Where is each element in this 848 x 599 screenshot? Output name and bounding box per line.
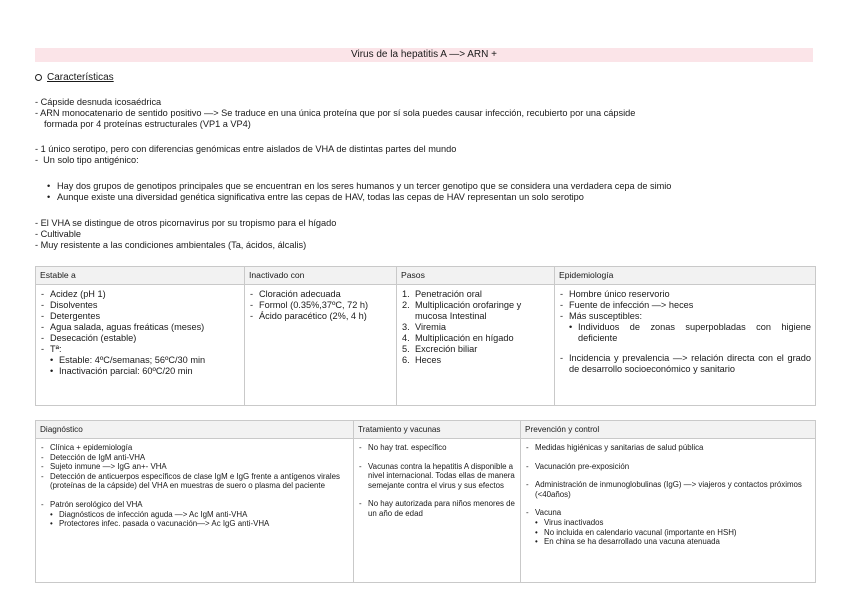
diagnosis-item: - Clínica + epidemiología xyxy=(41,443,349,453)
treatment-item: - No hay trat. específico xyxy=(359,443,516,453)
prevention-cell xyxy=(521,439,816,583)
misc-line: - Cultivable xyxy=(35,229,81,239)
header-prevention: Prevención y control xyxy=(521,421,816,439)
diagnosis-table xyxy=(35,420,816,583)
inactivated-item: - Cloración adecuada xyxy=(250,289,392,300)
serotype-block xyxy=(35,144,815,166)
epi-item: - Hombre único reservorio xyxy=(560,289,811,300)
section-heading-text: Características xyxy=(47,72,114,83)
inactivated-item: - Ácido paracético (2%, 4 h) xyxy=(250,311,392,322)
treatment-item: - Vacunas contra la hepatitis A disponible a nivel internacional. Todas ellas de manera semejante contra el virus y sus efectos xyxy=(359,462,516,491)
stable-item: - Agua salada, aguas freáticas (meses) xyxy=(41,322,240,333)
prevention-item: - Administración de inmunoglobulinas (IgG) —> viajeros y contactos próximos (<40años) xyxy=(526,480,811,499)
stable-subitem: • Inactivación parcial: 60ºC/20 min xyxy=(41,366,240,377)
epi-item: - Fuente de infección —> heces xyxy=(560,300,811,311)
header-diagnosis: Diagnóstico xyxy=(36,421,354,439)
treatment-cell xyxy=(354,439,521,583)
stable-item: - Disolventes xyxy=(41,300,240,311)
misc-line: - El VHA se distingue de otros picornavirus por su tropismo para el hígado xyxy=(35,218,337,228)
header-epidemiology: Epidemiología xyxy=(555,267,816,285)
serotype-line: - 1 único serotipo, pero con diferencias genómicas entre aislados de VHA de distintas partes del mundo xyxy=(35,144,457,154)
antigen-bullet: • Aunque existe una diversidad genética significativa entre las cepas de HAV, todas las cepas de HAV representan un solo serotipo xyxy=(47,192,817,203)
intro-line: formada por 4 proteínas estructurales (VP1 a VP4) xyxy=(44,119,251,129)
step-item: 1. Penetración oral xyxy=(402,289,482,299)
page-title: Virus de la hepatitis A —> ARN + xyxy=(35,48,813,62)
header-steps: Pasos xyxy=(397,267,555,285)
antigen-bullets xyxy=(47,181,817,203)
section-heading xyxy=(35,72,114,83)
intro-line: - Cápside desnuda icosaédrica xyxy=(35,97,162,107)
stable-item: - Acidez (pH 1) xyxy=(41,289,240,300)
prevention-subitem: • En china se ha desarrollado una vacuna atenuada xyxy=(526,537,811,547)
stable-subitem: • Estable: 4ºC/semanas; 56ºC/30 min xyxy=(41,355,240,366)
prevention-item: - Vacunación pre-exposición xyxy=(526,462,811,472)
antigen-bullet: • Hay dos grupos de genotipos principales que se encuentran en los seres humanos y un tercer genotipo que se considera una verdadera cepa de simio xyxy=(47,181,817,192)
circle-bullet-icon xyxy=(35,74,42,81)
prevention-item: - Vacuna xyxy=(526,508,811,518)
misc-line: - Muy resistente a las condiciones ambientales (Ta, ácidos, álcalis) xyxy=(35,240,307,250)
step-item: 5. Excreción biliar xyxy=(402,344,478,354)
diagnosis-subitem: • Diagnósticos de infección aguda —> Ac IgM anti-VHA xyxy=(41,510,349,520)
stable-item: - Detergentes xyxy=(41,311,240,322)
diagnosis-subitem: • Protectores infec. pasada o vacunación—> Ac IgG anti-VHA xyxy=(41,519,349,529)
diagnosis-cell xyxy=(36,439,354,583)
epi-subitem: • Individuos de zonas superpobladas con higiene deficiente xyxy=(560,322,811,344)
inactivated-cell xyxy=(245,285,397,406)
prevention-subitem: • Virus inactivados xyxy=(526,518,811,528)
prevention-item: - Medidas higiénicas y sanitarias de salud pública xyxy=(526,443,811,453)
epidemiology-cell xyxy=(555,285,816,406)
intro-block xyxy=(35,97,815,130)
treatment-item: - No hay autorizada para niños menores de un año de edad xyxy=(359,499,516,518)
properties-table xyxy=(35,266,816,406)
diagnosis-item: - Detección de anticuerpos específicos de clase IgM e IgG frente a antígenos virales (proteínas de la cápside) del VHA en muestras de suero o plasma del paciente xyxy=(41,472,349,491)
diagnosis-item: - Sujeto inmune —> IgG an+- VHA xyxy=(41,462,349,472)
diagnosis-item: - Detección de IgM anti-VHA xyxy=(41,453,349,463)
intro-line: - ARN monocatenario de sentido positivo —> Se traduce en una única proteína que por sí sola puedes causar infección, recubierto por una cápside xyxy=(35,108,636,118)
epi-item: - Más susceptibles: xyxy=(560,311,811,322)
prevention-subitem: • No incluida en calendario vacunal (importante en HSH) xyxy=(526,528,811,538)
stable-item: - Tª: xyxy=(41,344,240,355)
step-item: 3. Viremia xyxy=(402,322,446,332)
stable-item: - Desecación (estable) xyxy=(41,333,240,344)
step-item: 6. Heces xyxy=(402,355,442,365)
header-treatment: Tratamiento y vacunas xyxy=(354,421,521,439)
serotype-line: - Un solo tipo antigénico: xyxy=(35,155,139,165)
step-item: 2. Multiplicación orofaringe y xyxy=(402,300,522,310)
misc-block xyxy=(35,218,815,251)
epi-item: - Incidencia y prevalencia —> relación directa con el grado de desarrollo socioeconómico y sanitario xyxy=(560,353,811,375)
step-item: 4. Multiplicación en hígado xyxy=(402,333,514,343)
header-stable: Estable a xyxy=(36,267,245,285)
step-item: mucosa Intestinal xyxy=(415,311,487,321)
diagnosis-item: - Patrón serológico del VHA xyxy=(41,500,349,510)
stable-cell xyxy=(36,285,245,406)
header-inactivated: Inactivado con xyxy=(245,267,397,285)
inactivated-item: - Formol (0.35%,37ºC, 72 h) xyxy=(250,300,392,311)
steps-cell xyxy=(397,285,555,406)
